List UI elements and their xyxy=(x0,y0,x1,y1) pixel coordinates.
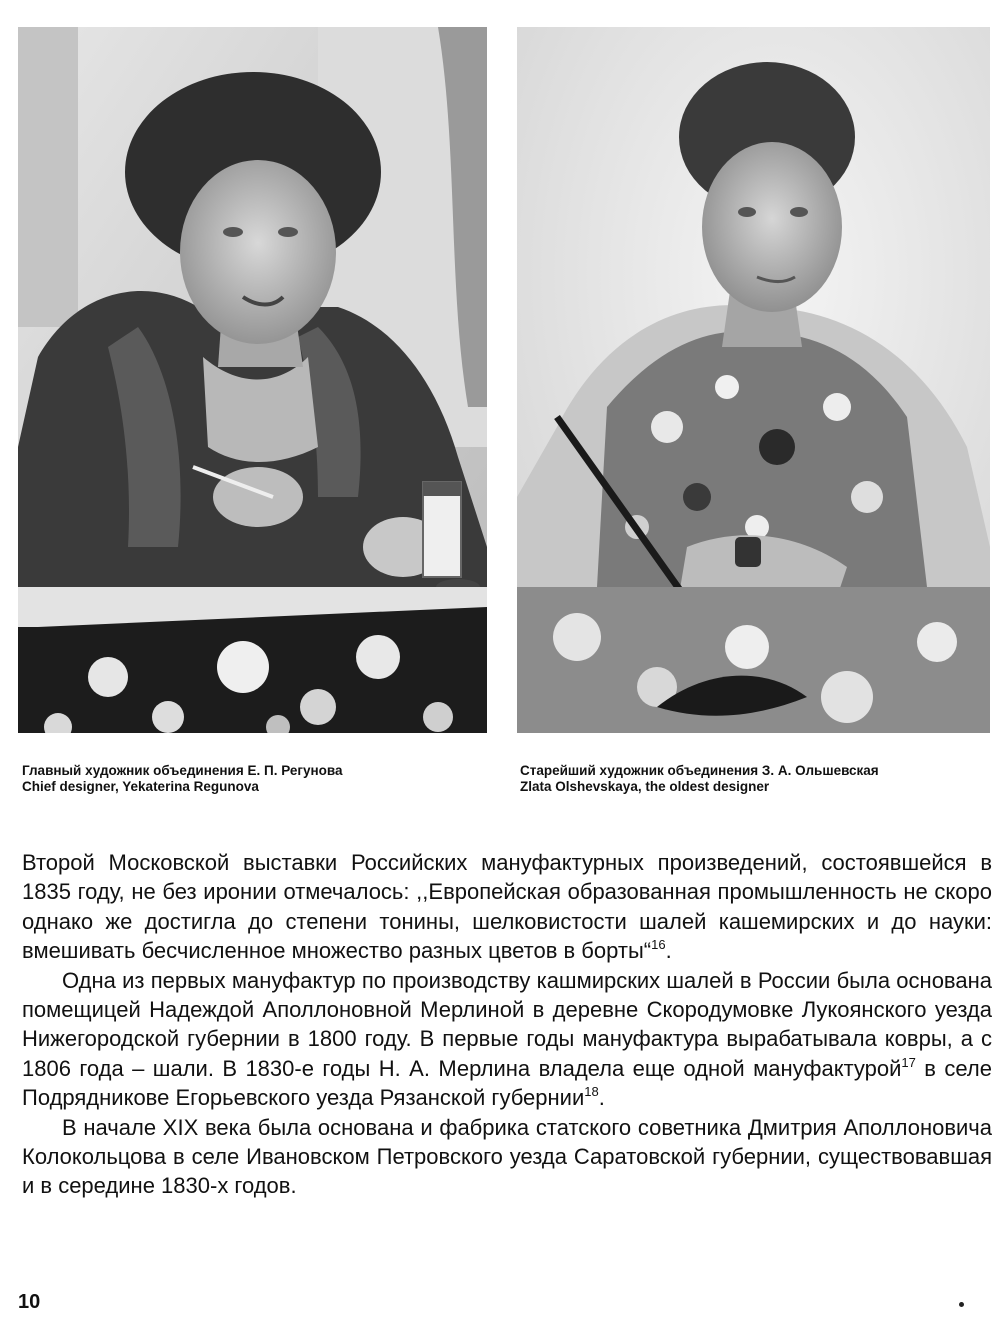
paragraph-1-end: . xyxy=(665,938,672,964)
caption-regunova-ru: Главный художник объединения Е. П. Регунова xyxy=(22,763,343,778)
footnote-ref-18: 18 xyxy=(584,1084,599,1100)
caption-olshevskaya xyxy=(520,763,879,795)
article-body xyxy=(22,848,992,1201)
footnote-ref-16: 16 xyxy=(651,937,666,953)
photo-regunova xyxy=(18,27,487,733)
caption-regunova xyxy=(22,763,343,795)
photo-olshevskaya-image xyxy=(517,27,990,733)
caption-olshevskaya-en: Zlata Olshevskaya, the oldest designer xyxy=(520,779,770,794)
caption-olshevskaya-ru: Старейший художник объединения З. А. Ольшевская xyxy=(520,763,879,778)
page-number: 10 xyxy=(18,1291,41,1313)
paragraph-2-text-b: в селе Подрядникове Егорьевского уезда Рязанской губернии xyxy=(22,1055,992,1111)
paragraph-2 xyxy=(22,966,992,1113)
paragraph-1 xyxy=(22,848,992,966)
paragraph-1-text: Второй Московской выставки Российских мануфактурных произведений, состоявшейся в 1835 году, не без иронии отмечалось: ,,Европейская образованная промышленность не скоро однако же достигла до степени тонины, шелковистости шалей кашемирских и до науки: вмешивать бесчисленное множество разных цветов в борты“ xyxy=(22,850,992,964)
photo-olshevskaya xyxy=(517,27,990,733)
paragraph-2-end: . xyxy=(598,1085,605,1111)
photo-regunova-image xyxy=(18,27,487,733)
footnote-ref-17: 17 xyxy=(901,1054,916,1070)
paragraph-3 xyxy=(22,1113,992,1201)
paragraph-2-text-a: Одна из первых мануфактур по производству кашмирских шалей в России была основана помещицей Надеждой Аполлоновной Мерлиной в деревне Скородумовке Лукоянского уезда Нижегородской губернии в 1800 году. В первые годы мануфактура вырабатывала ковры, а с 1806 года – шали. В 1830-е годы Н. А. Мерлина владела еще одной мануфактурой xyxy=(22,967,992,1081)
print-dot xyxy=(959,1302,964,1307)
paragraph-3-text: В начале XIX века была основана и фабрика статского советника Дмитрия Аполлоновича Колокольцова в селе Ивановском Петровского уезда Саратовской губернии, существовавшая и в середине 1830-х годов. xyxy=(22,1114,992,1199)
caption-regunova-en: Chief designer, Yekaterina Regunova xyxy=(22,779,259,794)
